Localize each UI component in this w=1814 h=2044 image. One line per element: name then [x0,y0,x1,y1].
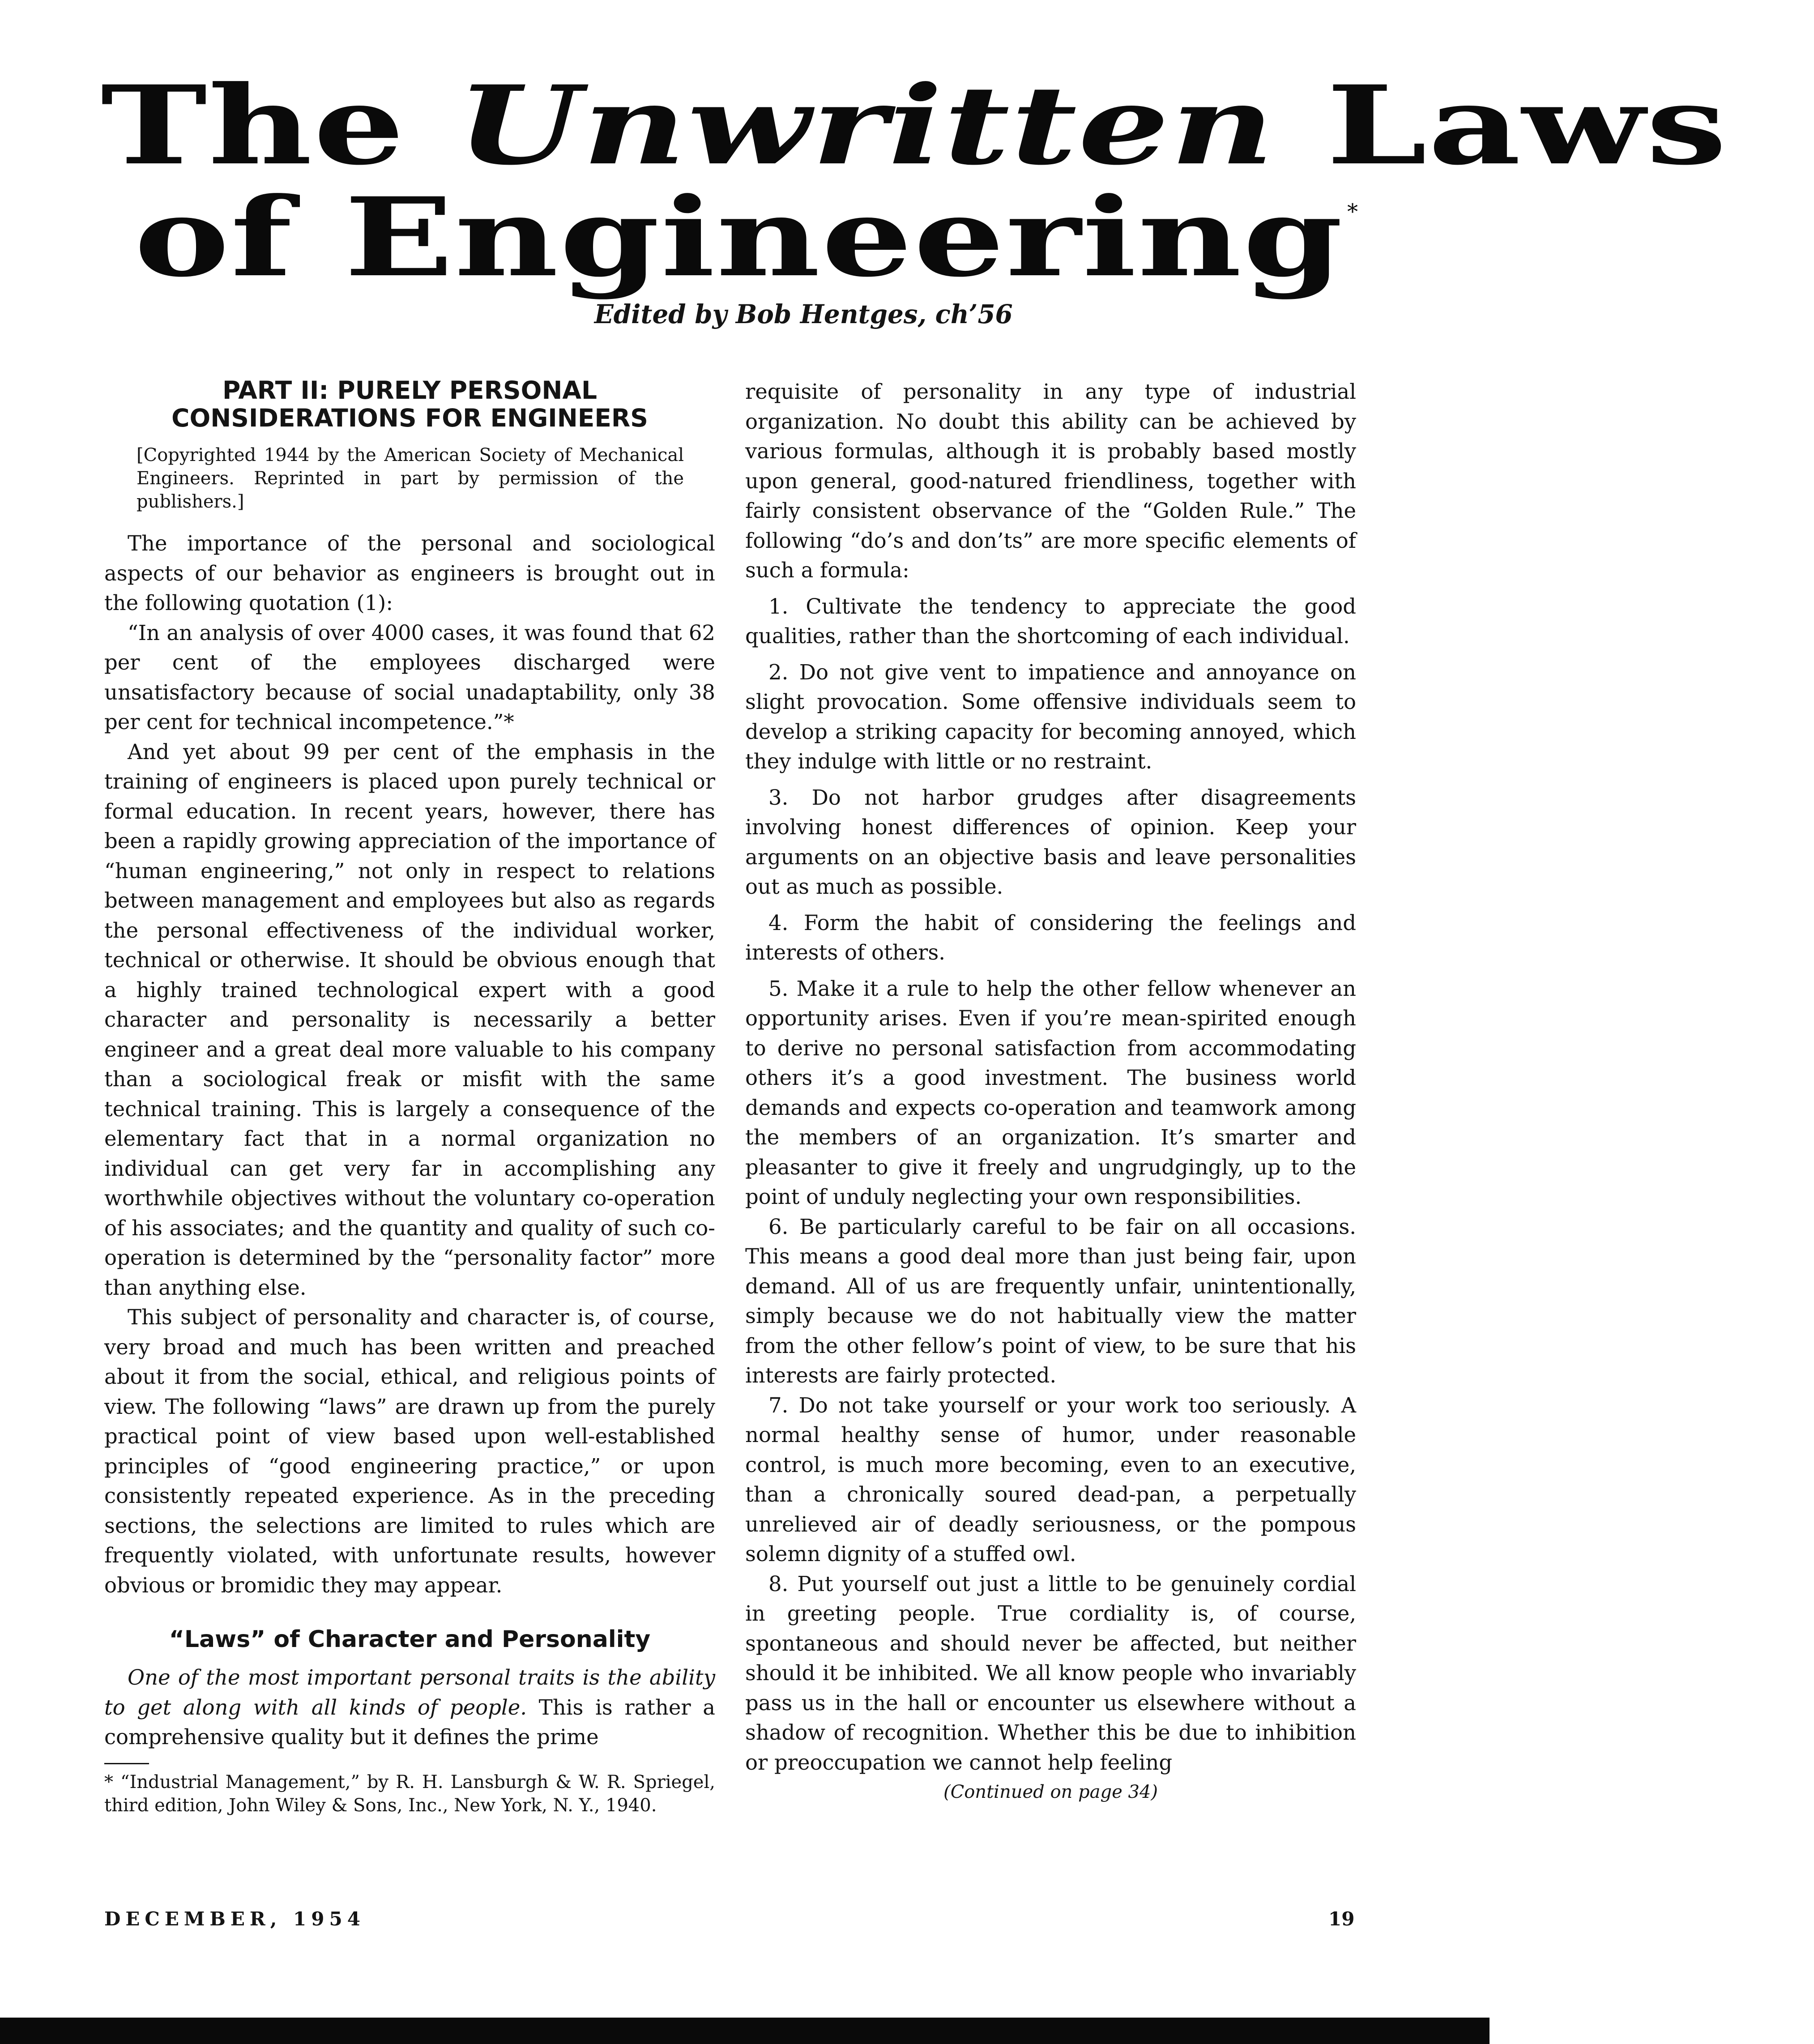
list-item: 1. Cultivate the tendency to appreciate the good qualities, rather than the shortcoming of each individual. [745,594,1356,648]
footer-date: DECEMBER, 1954 [104,1908,365,1930]
paragraph: This subject of personality and character is, of course, very broad and much has been written and preached about it from the social, ethical, and religious points of view. The following “laws” are drawn up from the purely practical point of view based upon well-established principles of “good engineering practice,” or upon consistently repeated experience. As in the preceding sections, the selections are limited to rules which are frequently violated, with unfortunate results, however obvious or bromidic they may appear. [104,1305,715,1597]
footnote-divider [104,1763,149,1764]
paragraph: “In an analysis of over 4000 cases, it was found that 62 per cent of the employees discharged were unsatisfactory because of social unadaptability, only 38 per cent for technical incompetence.”* [104,620,715,734]
list-item: 4. Form the habit of considering the feelings and interests of others. [745,910,1356,964]
list-item: 8. Put yourself out just a little to be genuinely cordial in greeting people. True cordiality is, of course, spontaneous and should never be affected, but neither should it be inhibited. We all know people who invariably pass us in the hall or encounter us elsewhere without a shadow of recognition. Whether this be due to inhibition or preoccupation we cannot help feeling [745,1571,1356,1775]
list-item: 2. Do not give vent to impatience and annoyance on slight provocation. Some offensive individuals seem to develop a striking capacity for becoming annoyed, which they indulge with little or no restraint. [745,660,1356,773]
title-word-unwritten: Unwritten [456,62,1276,189]
title-word-the: The [101,62,406,189]
title-word-laws: Laws [1326,62,1728,189]
title-asterisk: * [1347,199,1358,224]
article-title-line-2: of Engineering [134,174,1344,301]
copyright-notice: [Copyrighted 1944 by the American Society of Mechanical Engineers. Reprinted in part by permission of the publishers.] [137,445,684,512]
paragraph [104,1663,715,1752]
paragraph-rest: This is rather a comprehensive quality but it defines the prime [104,1695,715,1750]
paragraph: requisite of personality in any type of industrial organization. No doubt this ability can be achieved by various formulas, although it is probably based mostly upon general, good-natured friendliness, together with fairly consistent observance of the “Golden Rule.” The following “do’s and don’ts” are more specific elements of such a formula: [745,380,1356,582]
paragraph: The importance of the personal and sociological aspects of our behavior as engineers is brought out in the following quotation (1): [104,531,715,615]
part-heading: PART II: PURELY PERSONAL CONSIDERATIONS FOR ENGINEERS [171,376,648,432]
section-heading: “Laws” of Character and Personality [169,1626,651,1653]
list-item: 5. Make it a rule to help the other fellow whenever an opportunity arises. Even if you’re mean-spirited enough to derive no personal satisfaction from accommodating others it’s a good investment. The business world demands and expects co-operation and teamwork among the members of an organization. It’s smarter and pleasanter to give it freely and ungrudgingly, up to the point of unduly neglecting your own responsibilities. [745,976,1356,1209]
list-item: 7. Do not take yourself or your work too seriously. A normal healthy sense of humor, under reasonable control, is much more becoming, even to an executive, than a chronically soured dead-pan, a perpetually unrelieved air of deadly seriousness, or the pompous solemn dignity of a stuffed owl. [745,1393,1356,1566]
left-column [104,377,715,1817]
footnote: * “Industrial Management,” by R. H. Lansburgh & W. R. Spriegel, third edition, John Wiley & Sons, Inc., New York, N. Y., 1940. [104,1771,715,1816]
byline: Edited by Bob Hentges, ch’56 [594,299,1013,329]
list-item: 3. Do not harbor grudges after disagreements involving honest differences of opinion. Keep your arguments on an objective basis and leave personalities out as much as possible. [745,785,1356,899]
list-item: 6. Be particularly careful to be fair on all occasions. This means a good deal more than just being fair, upon demand. All of us are frequently unfair, unintentionally, simply because we do not habitually view the matter from the other fellow’s point of view, to be sure that his interests are fairly protected. [745,1214,1356,1387]
paragraph-italic-lead: One of the most important personal traits is the ability to get along with all kinds of people. [104,1665,715,1720]
page-number: 19 [1328,1908,1355,1930]
scan-bottom-band [0,2018,1490,2044]
paragraph: And yet about 99 per cent of the emphasis in the training of engineers is placed upon purely technical or formal education. In recent years, however, there has been a rapidly growing appreciation of the importance of “human engineering,” not only in respect to relations between management and employees but also as regards the personal effectiveness of the individual worker, technical or otherwise. It should be obvious enough that a highly trained technological expert with a good character and personality is necessarily a better engineer and a great deal more valuable to his company than a sociological freak or misfit with the same technical training. This is largely a consequence of the elementary fact that in a normal organization no individual can get very far in accomplishing any worthwhile objectives without the voluntary co-operation of his associates; and the quantity and quality of such co-operation is determined by the “personality factor” more than anything else. [104,739,715,1300]
continued-note: (Continued on page 34) [943,1782,1158,1802]
right-column [745,377,1356,1802]
article-title-line-1 [101,62,1814,189]
